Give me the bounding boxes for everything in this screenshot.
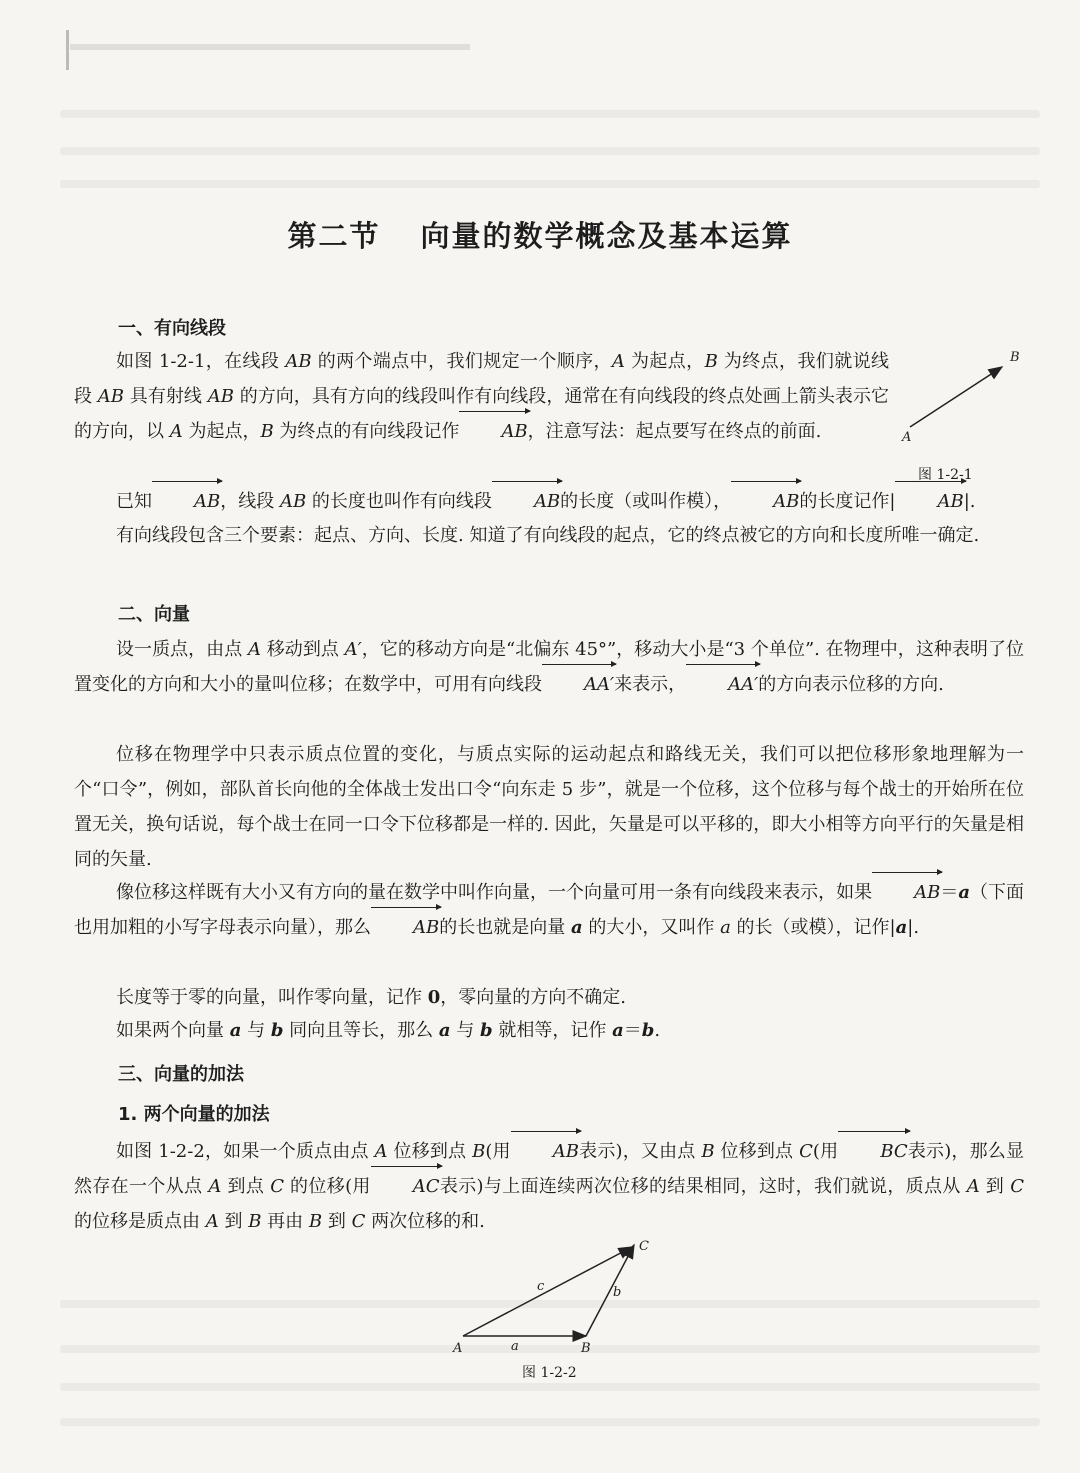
label-c: c (537, 1279, 545, 1294)
paragraph-vector-addition: 如图 1-2-2，如果一个质点由点 A 位移到点 B(用 AB表示)，又由点 B 位移到点 C(用 BC表示)，那么显然存在一个从点 A 到点 C 的位移(用 AC表示)与上面连续两次位移的结果相同，这时，我们就说，质点从 A 到 C 的位移是质点由 A 到 B 再由 B 到 C 两次位移的和. (74, 1134, 1024, 1239)
bleed-through (60, 147, 1040, 155)
label-A: A (453, 1341, 463, 1356)
heading-vector: 二、向量 (118, 604, 190, 625)
figure-caption-1-2-1: 图 1-2-1 (918, 467, 973, 483)
vector-notation: AB (459, 414, 527, 449)
vector-notation: AB (872, 875, 940, 910)
paragraph-equal-vectors: 如果两个向量 a 与 b 同向且等长，那么 a 与 b 就相等，记作 a＝b. (116, 1020, 661, 1041)
paragraph-three-elements: 有向线段包含三个要素：起点、方向、长度. 知道了有向线段的起点，它的终点被它的方向和长度所唯一确定. (116, 525, 980, 546)
bleed-through (60, 1383, 1040, 1391)
vector-notation: AA′ (686, 667, 758, 702)
running-header (70, 44, 470, 50)
subheading-two-vector-addition: 1. 两个向量的加法 (118, 1104, 270, 1125)
section-title: 第二节 向量的数学概念及基本运算 (287, 219, 793, 253)
bleed-through (60, 1418, 1040, 1426)
label-a: a (511, 1339, 519, 1354)
figure-1-2-2 (445, 1232, 665, 1362)
vector-notation: AB (492, 484, 560, 519)
bleed-through (60, 110, 1040, 118)
directed-segment-AB (910, 367, 1002, 427)
paragraph-length-notation: 已知 AB，线段 AB 的长度也叫作有向线段 AB的长度（或叫作模）， AB的长度记作| AB|. (74, 484, 1024, 519)
vector-notation: BC (838, 1134, 907, 1169)
bleed-through (60, 180, 1040, 188)
paragraph-vector-definition: 像位移这样既有大小又有方向的量在数学中叫作向量，一个向量可用一条有向线段来表示，如果 AB＝a（下面也用加粗的小写字母表示向量），那么 AB的长也就是向量 a 的大小，又叫作 a 的长（或模），记作|a|. (74, 875, 1024, 945)
paragraph-zero-vector: 长度等于零的向量，叫作零向量，记作 0，零向量的方向不确定. (116, 987, 626, 1008)
vector-notation: AB (511, 1134, 579, 1169)
figure-1-2-1 (880, 345, 1030, 465)
label-b: b (613, 1285, 622, 1300)
paragraph-displacement: 设一质点，由点 A 移动到点 A′，它的移动方向是“北偏东 45°”，移动大小是“3 个单位”. 在物理中，这种表明了位置变化的方向和大小的量叫位移；在数学中，可用有向线段 AA′来表示， AA′的方向表示位移的方向. (74, 632, 1024, 702)
page-edge-mark (66, 30, 69, 70)
vector-notation: AB (895, 484, 963, 519)
vector-notation: AA′ (542, 667, 614, 702)
paragraph-displacement-physics: 位移在物理学中只表示质点位置的变化，与质点实际的运动起点和路线无关，我们可以把位移形象地理解为一个“口令”，例如，部队首长向他的全体战士发出口令“向东走 5 步”，就是一个位移，这个位移与每个战士的开始所在位置无关，换句话说，每个战士在同一口令下位移都是一样的. 因此，矢量是可以平移的，即大小相等方向平行的矢量是相同的矢量. (74, 744, 1024, 870)
label-C: C (639, 1239, 649, 1254)
label-A: A (902, 430, 912, 445)
figure-caption-1-2-2: 图 1-2-2 (522, 1365, 577, 1381)
heading-directed-segment: 一、有向线段 (118, 318, 226, 339)
heading-vector-addition: 三、向量的加法 (118, 1064, 244, 1085)
vector-notation: AB (371, 910, 439, 945)
label-B: B (1010, 350, 1020, 365)
vector-notation: AB (731, 484, 799, 519)
vector-notation: AC (371, 1169, 440, 1204)
paragraph-directed-segment-definition: 如图 1-2-1，在线段 AB 的两个端点中，我们规定一个顺序，A 为起点，B 为终点，我们就说线段 AB 具有射线 AB 的方向，具有方向的线段叫作有向线段，通常在有向线段的终点处画上箭头表示它的方向，以 A 为起点，B 为终点的有向线段记作 AB，注意写法：起点要写在终点的前面. (74, 344, 889, 449)
label-B: B (581, 1341, 591, 1356)
vector-notation: AB (152, 484, 220, 519)
vector-c (463, 1247, 632, 1336)
